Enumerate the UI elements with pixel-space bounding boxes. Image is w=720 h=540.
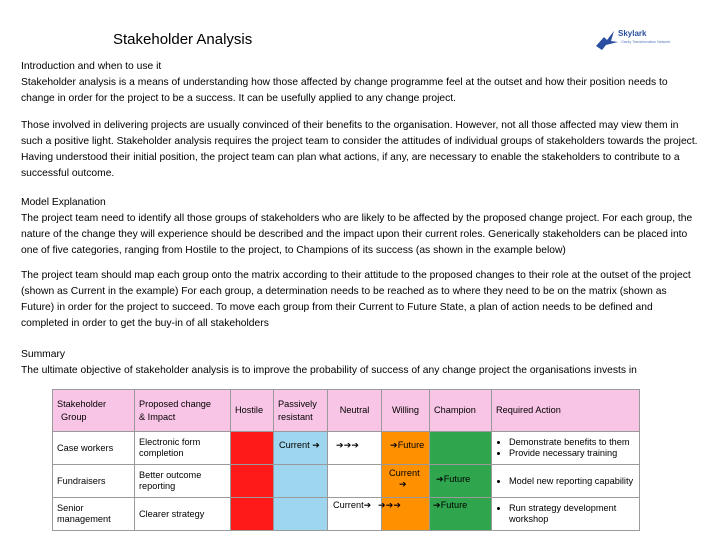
header-neutral: Neutral [328, 390, 382, 432]
header-stakeholder-group [53, 390, 135, 432]
header-proposed-change [135, 390, 231, 432]
header-willing: Willing [382, 390, 430, 432]
header-passively-resistant [274, 390, 328, 432]
current-arrow: ➔ [399, 479, 407, 489]
hostile-cell [231, 498, 274, 531]
change-cell: Electronic form completion [135, 432, 231, 465]
hostile-cell [231, 465, 274, 498]
model-section [21, 195, 699, 259]
passive-cell [274, 465, 328, 498]
intro-section [21, 59, 699, 107]
action-item: • Run strategy development workshop [509, 503, 635, 525]
champion-cell [430, 432, 492, 465]
header-label: resistant [278, 411, 313, 422]
summary-paragraph: The ultimate objective of stakeholder analysis is to improve the probability of success of any change project the organisations invests in [21, 365, 637, 376]
logo [594, 26, 684, 56]
action-item: • Provide necessary training [509, 448, 635, 459]
future-marker: ➔Future [390, 440, 425, 450]
header-label: & Impact [139, 411, 176, 422]
group-cell: Senior management [53, 498, 135, 531]
action-item: • Demonstrate benefits to them [509, 437, 635, 448]
current-marker: Current [389, 468, 420, 478]
logo-tagline: Clarity Transformation Network [621, 40, 671, 44]
intro-paragraph-2: Those involved in delivering projects are usually convinced of their benefits to the organisation. However, not all those affected may view them in such a positive light. Stakeholder analysis requires the project team to consider the attitudes of individual groups of stakeholders towards the project. Having understood their initial position, the project team can plan what actions, if any, are necessary to enable the stakeholders to contribute to a successful outcome. [21, 120, 698, 179]
summary-section [21, 347, 699, 379]
change-cell: Better outcome reporting [135, 465, 231, 498]
header-label: Proposed change [139, 398, 212, 409]
table-row [53, 465, 640, 498]
header-required-action: Required Action [492, 390, 640, 432]
model-paragraph-2: The project team should map each group onto the matrix according to their attitude to the proposed changes to their role at the outset of the project (shown as Current in the example) For each group, a determination needs to be reached as to where they need to be on the matrix (shown as Future) in order for the project to succeed. To move each group from their Current to Future State, a plan of action needs to be defined and completed in order to get the buy-in of all stakeholders [21, 270, 691, 329]
model-heading: Model Explanation [21, 197, 106, 208]
bird-logo-icon [594, 28, 620, 52]
header-hostile: Hostile [231, 390, 274, 432]
header-label: Group [61, 411, 87, 422]
model-paragraph-1: The project team need to identify all those groups of stakeholders who are likely to be affected by the proposed change project. For each group, the nature of the change they will experience should be described and the impact upon their current roles. Generically stakeholders can be placed into one of five categories, ranging from Hostile to the project, to Champions of its success (as shown in the example below) [21, 213, 693, 256]
header-champion: Champion [430, 390, 492, 432]
neutral-cell [328, 465, 382, 498]
logo-name: Skylark [618, 29, 647, 38]
current-marker: Current ➔ [279, 440, 320, 450]
future-marker: ➔Future [433, 500, 468, 510]
action-cell [492, 498, 640, 531]
current-marker: Current➔ [333, 500, 372, 510]
header-label: Passively [278, 398, 317, 409]
transition-arrows: ➔➔➔ [336, 440, 360, 450]
intro-paragraph-1: Stakeholder analysis is a means of understanding how those affected by change programme feel at the outset and how their position needs to change in order for the project to be a success. It can be usefully applied to any change project. [21, 77, 668, 104]
page-title: Stakeholder Analysis [113, 31, 253, 48]
action-cell [492, 465, 640, 498]
table-header-row [53, 390, 640, 432]
action-cell [492, 432, 640, 465]
summary-heading: Summary [21, 349, 66, 360]
future-marker: ➔Future [436, 474, 471, 484]
passive-cell [274, 498, 328, 531]
hostile-cell [231, 432, 274, 465]
change-cell: Clearer strategy [135, 498, 231, 531]
group-cell: Fundraisers [53, 465, 135, 498]
intro-heading: Introduction and when to use it [21, 61, 162, 72]
header-label: Stakeholder [57, 398, 107, 409]
action-item: • Model new reporting capability [509, 476, 635, 487]
group-cell: Case workers [53, 432, 135, 465]
transition-arrows: ➔➔➔ [378, 500, 402, 510]
